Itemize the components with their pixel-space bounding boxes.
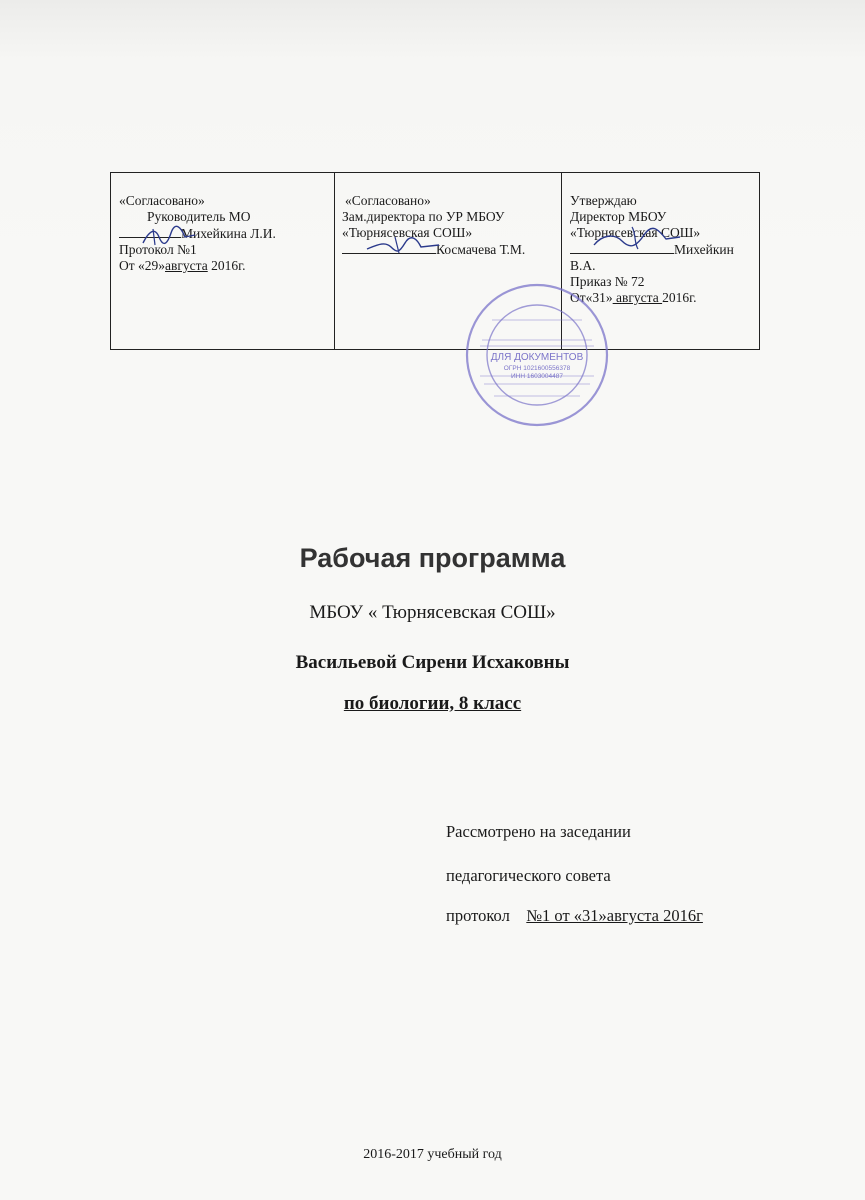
cell2-heading: «Согласовано» [345,193,431,208]
review-line-2: педагогического совета [446,866,611,885]
cell3-name: Михейкин [674,242,734,257]
stamp-inn-text: ИНН 1603004487 [510,373,564,380]
stamp-center-text: ДЛЯ ДОКУМЕНТОВ [490,352,584,363]
cell3-date-year: 2016г. [662,290,697,305]
cell3-date-month: августа [612,290,663,305]
cell1-date-year: 2016г. [211,258,246,273]
review-line-1: Рассмотрено на заседании [446,822,631,841]
cell1-date-month: августа [165,258,208,273]
document-title: Рабочая программа [299,543,566,573]
seal-stamp-icon [462,280,612,430]
cell1-position: Руководитель МО [147,209,251,224]
cell2-signature-line [342,241,561,258]
cell3-order: Приказ № 72 [570,274,645,289]
stamp-ogrn-text: ОГРН 1021600556378 [503,365,571,372]
school-name: МБОУ « Тюрнясевская СОШ» [309,602,556,623]
review-line-3 [446,906,703,926]
cell1-date [119,258,334,274]
cell2-school: «Тюрнясевская СОШ» [342,225,473,240]
cell3-heading: Утверждаю [570,193,637,208]
approval-table [110,172,760,350]
cell3-initials: В.А. [570,258,596,273]
cell1-protocol: Протокол №1 [119,242,197,257]
cell3-date-prefix: От«31» [570,290,613,305]
cell1-signature-line [119,225,334,242]
academic-year-footer: 2016-2017 учебный год [363,1147,502,1162]
cell1-name: Михейкина Л.И. [181,226,276,241]
subject-line: по биологии, 8 класс [343,693,522,714]
cell1-date-prefix: От «29» [119,258,166,273]
cell3-school: «Тюрнясевская СОШ» [570,225,701,240]
cell3-signature-line [570,241,759,258]
cell3-position: Директор МБОУ [570,209,667,224]
cell2-name: Космачева Т.М. [436,242,526,257]
cell2-position: Зам.директора по УР МБОУ [342,209,505,224]
cell1-heading: «Согласовано» [119,193,205,208]
review-protocol-label: протокол [446,906,527,925]
approval-cell-mo [111,173,335,349]
teacher-name: Васильевой Сирени Исхаковны [295,652,570,673]
review-protocol-number: №1 от «31»августа 2016г [526,906,703,925]
